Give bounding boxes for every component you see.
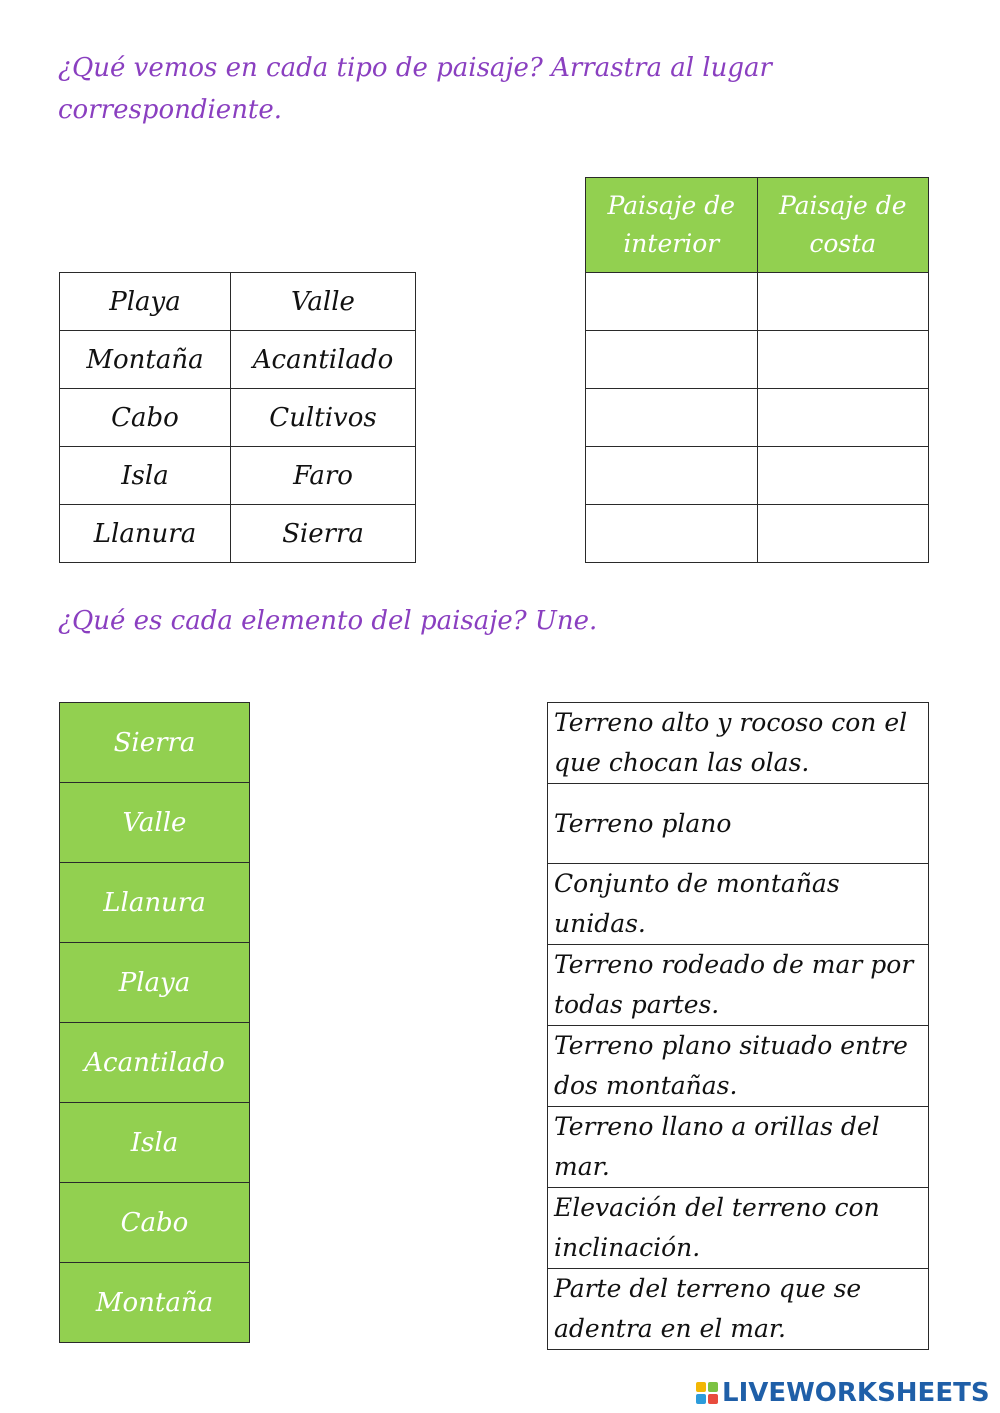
header-interior: Paisaje de interior [586, 178, 758, 273]
draggable-word[interactable]: Sierra [231, 505, 416, 563]
terms-table [59, 702, 250, 1343]
drop-slot-costa[interactable] [757, 331, 928, 389]
drop-slot-interior[interactable] [586, 447, 758, 505]
definition-item[interactable]: Terreno plano situado entre dos montañas. [548, 1026, 929, 1107]
definition-item[interactable]: Parte del terreno que se adentra en el mar. [548, 1269, 929, 1350]
drop-slot-costa[interactable] [757, 273, 928, 331]
draggable-word[interactable]: Montaña [60, 331, 231, 389]
header-costa: Paisaje de costa [757, 178, 928, 273]
term-item[interactable]: Playa [60, 943, 250, 1023]
term-item[interactable]: Sierra [60, 703, 250, 783]
drop-slot-costa[interactable] [757, 505, 928, 563]
draggable-word[interactable]: Faro [231, 447, 416, 505]
word-bank-table [59, 272, 416, 563]
drop-slot-interior[interactable] [586, 505, 758, 563]
drop-slot-interior[interactable] [586, 331, 758, 389]
draggable-word[interactable]: Acantilado [231, 331, 416, 389]
drop-slot-interior[interactable] [586, 389, 758, 447]
draggable-word[interactable]: Llanura [60, 505, 231, 563]
term-item[interactable]: Cabo [60, 1183, 250, 1263]
drop-slot-interior[interactable] [586, 273, 758, 331]
term-item[interactable]: Montaña [60, 1263, 250, 1343]
draggable-word[interactable]: Cultivos [231, 389, 416, 447]
definition-item[interactable]: Terreno llano a orillas del mar. [548, 1107, 929, 1188]
logo-mark-icon [696, 1382, 718, 1404]
term-item[interactable]: Valle [60, 783, 250, 863]
definition-item[interactable]: Terreno plano [548, 784, 929, 864]
draggable-word[interactable]: Cabo [60, 389, 231, 447]
brand-name: LIVEWORKSHEETS [722, 1378, 990, 1408]
drop-slot-costa[interactable] [757, 389, 928, 447]
draggable-word[interactable]: Playa [60, 273, 231, 331]
term-item[interactable]: Llanura [60, 863, 250, 943]
term-item[interactable]: Acantilado [60, 1023, 250, 1103]
instruction-classify: ¿Qué vemos en cada tipo de paisaje? Arrastra al lugar correspondiente. [58, 53, 772, 125]
definition-item[interactable]: Conjunto de montañas unidas. [548, 864, 929, 945]
draggable-word[interactable]: Isla [60, 447, 231, 505]
definition-item[interactable]: Elevación del terreno con inclinación. [548, 1188, 929, 1269]
classification-table [585, 177, 929, 563]
definitions-table [547, 702, 929, 1350]
definition-item[interactable]: Terreno rodeado de mar por todas partes. [548, 945, 929, 1026]
drop-slot-costa[interactable] [757, 447, 928, 505]
definition-item[interactable]: Terreno alto y rocoso con el que chocan las olas. [548, 703, 929, 784]
draggable-word[interactable]: Valle [231, 273, 416, 331]
instruction-match: ¿Qué es cada elemento del paisaje? Une. [58, 606, 598, 636]
liveworksheets-logo [696, 1377, 990, 1409]
term-item[interactable]: Isla [60, 1103, 250, 1183]
